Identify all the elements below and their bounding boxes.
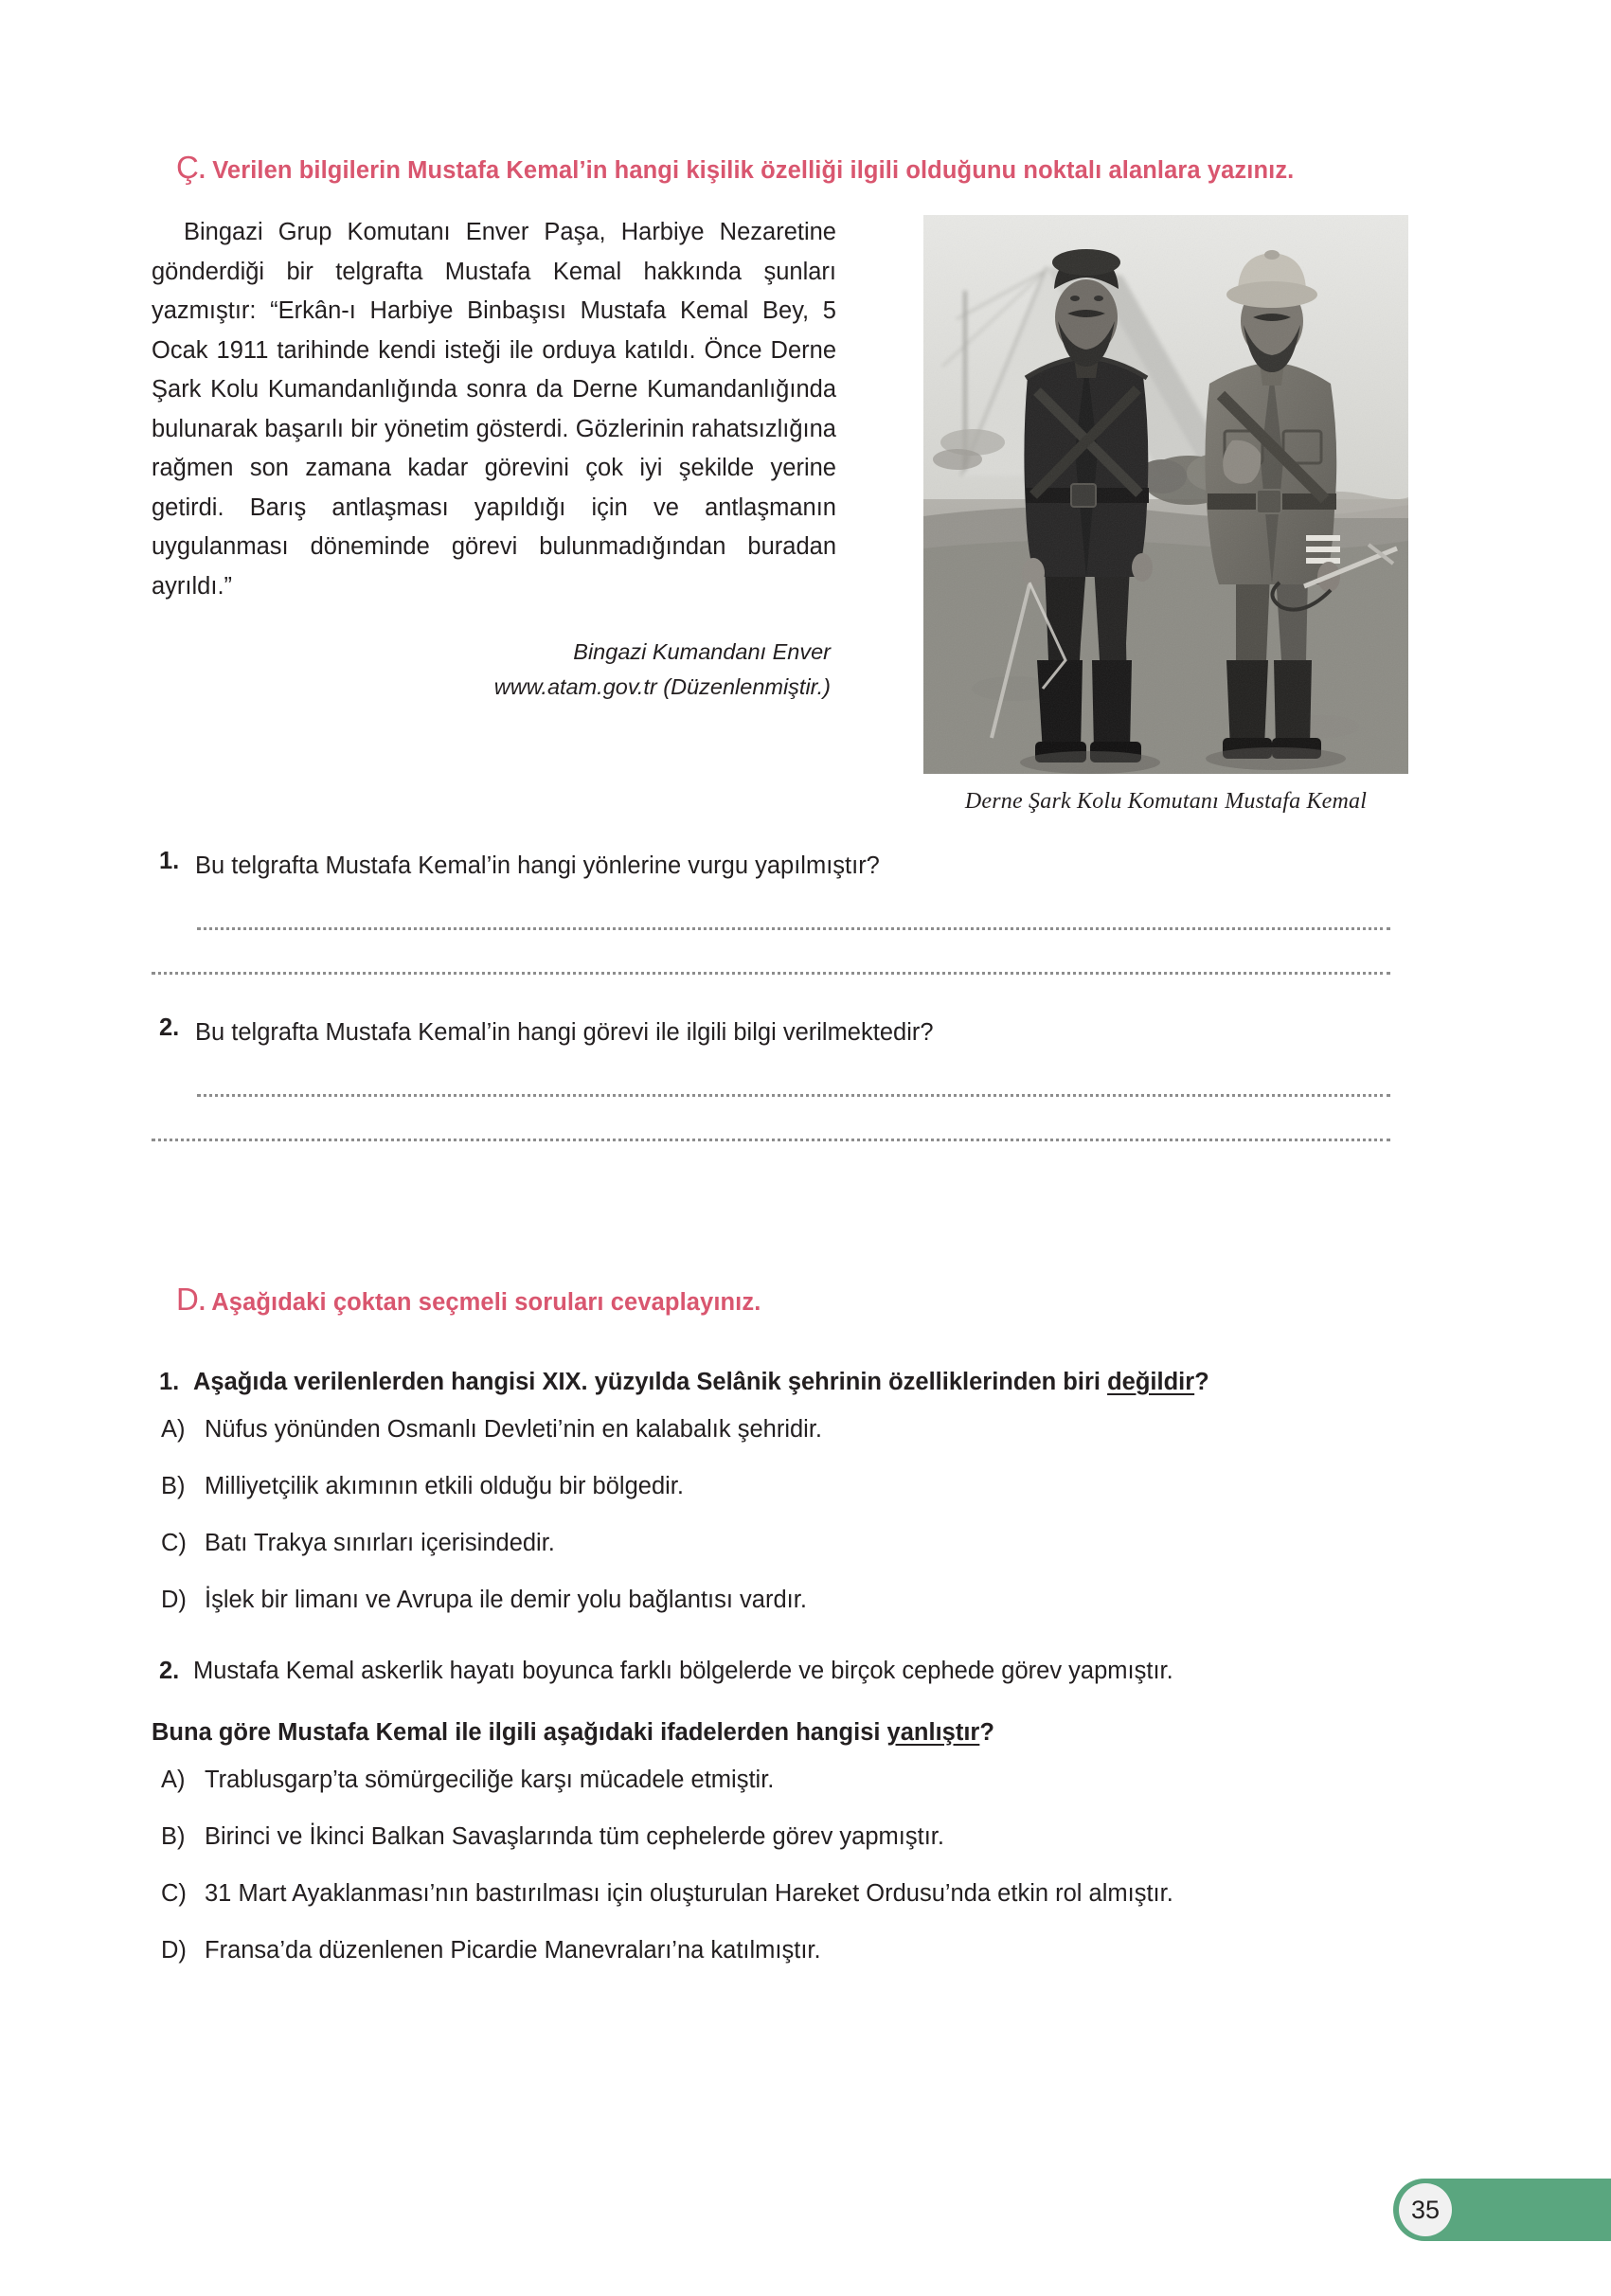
open-question-1-number: 1. [159,848,180,875]
option-2d-text: Fransa’da düzenlenen Picardie Manevraları’na katılmıştır. [205,1936,821,1964]
photo-illustration [923,215,1408,774]
open-question-1-text: Bu telgrafta Mustafa Kemal’in hangi yönlerine vurgu yapılmıştır? [195,852,880,880]
option-1c[interactable] [152,1525,1411,1561]
answer-line-2a[interactable] [197,1094,1390,1097]
option-2c[interactable] [152,1875,1411,1911]
option-1b-text: Milliyetçilik akımının etkili olduğu bir bölgedir. [205,1472,684,1499]
photo-figure [923,215,1408,815]
mc-question-1 [152,1363,1411,1618]
option-2d[interactable] [152,1932,1411,1968]
source-author: Bingazi Kumandanı Enver [573,639,831,665]
mc-question-1-stem-after: ? [1194,1368,1209,1395]
mc-question-2-bold-after: ? [979,1718,994,1746]
option-1c-label: C) [161,1529,187,1556]
mc-question-2-directive [152,1713,1411,1752]
option-1d-label: D) [161,1586,187,1613]
source-url: www.atam.gov.tr (Düzenlenmiştir.) [493,674,831,700]
source-attribution [152,635,836,705]
option-2a-label: A) [161,1766,186,1793]
answer-line-1a[interactable] [197,927,1390,930]
page-number: 35 [1399,2183,1452,2236]
mc-question-2-stem [152,1652,1411,1691]
option-2b[interactable] [152,1819,1411,1855]
option-2a[interactable] [152,1762,1411,1798]
mc-question-1-stem-underlined: değildir [1107,1368,1195,1395]
option-2b-text: Birinci ve İkinci Balkan Savaşlarında tüm cephelerde görev yapmıştır. [205,1822,944,1850]
mc-question-1-options [152,1411,1411,1618]
page-content [152,142,1411,1989]
photo-caption: Derne Şark Kolu Komutanı Mustafa Kemal [964,789,1368,815]
mc-question-2-stem-plain: Mustafa Kemal askerlik hayatı boyunca farklı bölgelerde ve birçok cephede görev yapmıştır. [193,1657,1173,1684]
mc-question-2 [152,1652,1411,1968]
reading-block [152,213,1411,819]
section-d-heading [152,1274,1411,1324]
mc-question-1-stem [152,1363,1411,1402]
option-2a-text: Trablusgarp’ta sömürgeciliğe karşı mücadele etmiştir. [205,1766,775,1793]
historical-photo [923,215,1408,774]
mc-question-2-bold-before: Buna göre Mustafa Kemal ile ilgili aşağıdaki ifadelerden hangisi [152,1718,887,1746]
option-1b-label: B) [161,1472,186,1499]
option-1d[interactable] [152,1582,1411,1618]
reading-text-column [152,213,836,705]
section-c-heading-text: . Verilen bilgilerin Mustafa Kemal’in hangi kişilik özelliği ilgili olduğunu noktalı alanlara yazınız. [198,157,1295,184]
open-question-1 [152,848,1411,884]
open-question-2-number: 2. [159,1014,180,1042]
option-2b-label: B) [161,1822,186,1850]
answer-line-1b[interactable] [152,972,1390,975]
answer-line-2b[interactable] [152,1139,1390,1141]
option-1a-text: Nüfus yönünden Osmanlı Devleti’nin en kalabalık şehridir. [205,1415,823,1443]
option-2c-text: 31 Mart Ayaklanması’nın bastırılması için oluşturulan Hareket Ordusu’nda etkin rol almıştır. [205,1879,1173,1907]
mc-question-2-number: 2. [159,1657,180,1684]
mc-question-1-number: 1. [159,1368,180,1395]
option-1d-text: İşlek bir limanı ve Avrupa ile demir yolu bağlantısı vardır. [205,1586,807,1613]
open-question-2 [152,1014,1411,1050]
mc-question-1-stem-before: Aşağıda verilenlerden hangisi XIX. yüzyılda Selânik şehrinin özelliklerinden biri [193,1368,1108,1395]
section-c-letter: Ç [176,150,199,185]
section-d-heading-text: . Aşağıdaki çoktan seçmeli soruları cevaplayınız. [198,1289,761,1317]
reading-paragraph: Bingazi Grup Komutanı Enver Paşa, Harbiye Nezaretine gönderdiği bir telgrafta Mustafa Kemal hakkında şunları yazmıştır: “Erkân-ı Harbiye Binbaşısı Mustafa Kemal Bey, 5 Ocak 1911 tarihinde kendi isteği ile orduya katıldı. Önce Derne Şark Kolu Kumandanlığında sonra da Derne Kumandanlığında bulunarak başarılı bir yönetim gösterdi. Gözlerinin rahatsızlığına rağmen son zamana kadar görevini çok iyi şekilde yerine getirdi. Barış antlaşması yapıldığı için ve antlaşmanın uygulanması döneminde görevi bulunmadığından buradan ayrıldı.” [152,219,836,600]
option-2c-label: C) [161,1879,187,1907]
section-c-heading [152,142,1411,192]
option-1b[interactable] [152,1468,1411,1504]
mc-question-2-bold-underlined: yanlıştır [886,1718,980,1746]
open-question-2-text: Bu telgrafta Mustafa Kemal’in hangi görevi ile ilgili bilgi verilmektedir? [195,1019,934,1047]
section-d-letter: D [176,1282,199,1318]
option-1a-label: A) [161,1415,186,1443]
page-number-badge [1393,2179,1611,2241]
mc-question-2-options [152,1762,1411,1968]
option-1c-text: Batı Trakya sınırları içerisindedir. [205,1529,555,1556]
option-1a[interactable] [152,1411,1411,1447]
option-2d-label: D) [161,1936,187,1964]
